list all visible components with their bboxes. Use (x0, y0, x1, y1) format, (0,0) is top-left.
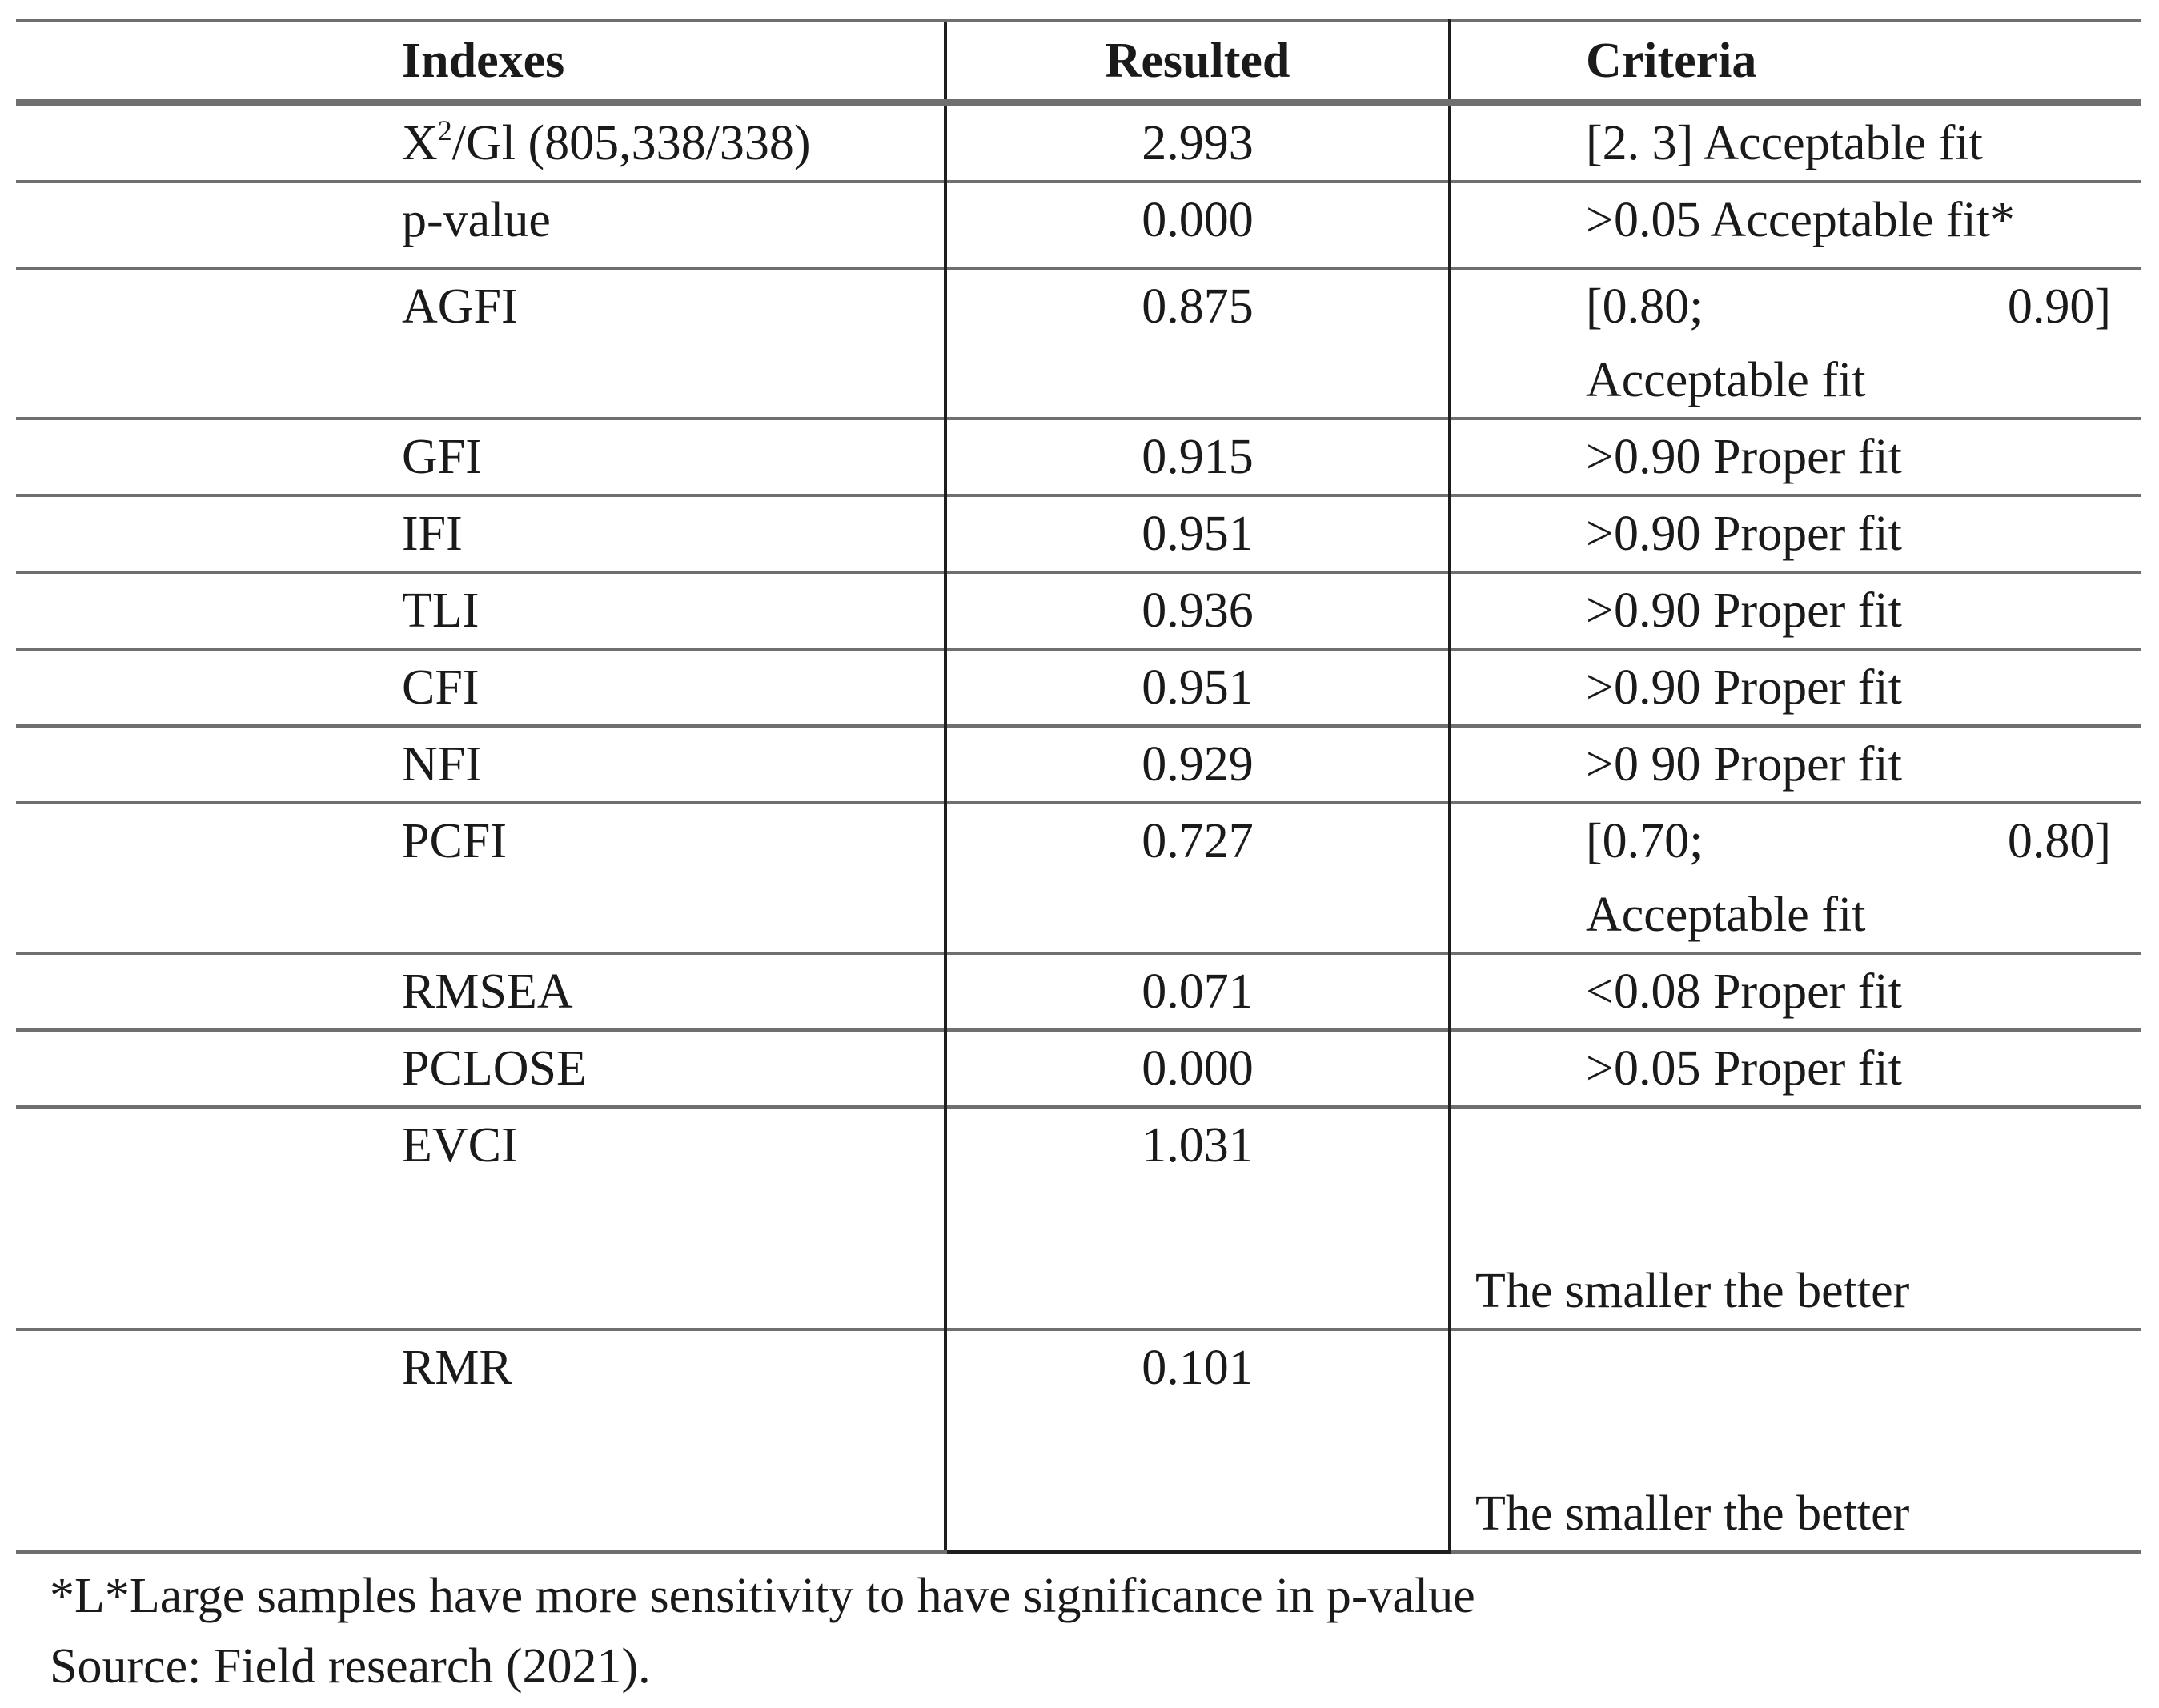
table-row (16, 419, 2141, 495)
index-cell: TLI (16, 572, 945, 649)
index-cell: RMR (16, 1329, 945, 1553)
index-cell: EVCI (16, 1107, 945, 1329)
table-row (16, 1030, 2141, 1107)
result-cell: 0.727 (945, 803, 1450, 953)
result-cell: 0.000 (945, 182, 1450, 268)
header-indexes: Indexes (16, 21, 945, 103)
criteria-label: The smaller the better (1475, 1264, 1910, 1318)
index-cell: PCLOSE (16, 1030, 945, 1107)
criteria-range (1586, 270, 2111, 343)
index-superscript: 2 (437, 114, 452, 146)
criteria-cell: >0.90 Proper fit (1450, 649, 2141, 726)
result-cell: 0.936 (945, 572, 1450, 649)
index-base: X (402, 116, 438, 170)
criteria-cell: [2. 3] Acceptable fit (1450, 103, 2141, 182)
criteria-label: Acceptable fit (1586, 888, 1866, 942)
criteria-cell: >0.90 Proper fit (1450, 495, 2141, 572)
index-cell: RMSEA (16, 953, 945, 1030)
criteria-cell (1450, 1329, 2141, 1553)
criteria-cell: >0 90 Proper fit (1450, 726, 2141, 803)
result-cell: 0.071 (945, 953, 1450, 1030)
table-row (16, 1329, 2141, 1553)
criteria-cell: >0.90 Proper fit (1450, 572, 2141, 649)
header-criteria: Criteria (1450, 21, 2141, 103)
footnote: *L*Large samples have more sensitivity to have significance in p-value (50, 1569, 1475, 1623)
table-row (16, 268, 2141, 419)
table-row (16, 953, 2141, 1030)
header-resulted: Resulted (945, 21, 1450, 103)
result-cell: 0.000 (945, 1030, 1450, 1107)
criteria-cell (1450, 1107, 2141, 1329)
table-row (16, 103, 2141, 182)
criteria-range-high: 0.90] (2007, 279, 2111, 334)
index-cell: p-value (16, 182, 945, 268)
table-row (16, 649, 2141, 726)
table-row (16, 1107, 2141, 1329)
fit-indices-table (16, 19, 2141, 1554)
criteria-cell: >0.90 Proper fit (1450, 419, 2141, 495)
criteria-cell (1450, 803, 2141, 953)
table-row (16, 182, 2141, 268)
table-row (16, 572, 2141, 649)
result-cell: 0.929 (945, 726, 1450, 803)
result-cell: 2.993 (945, 103, 1450, 182)
criteria-cell: <0.08 Proper fit (1450, 953, 2141, 1030)
criteria-range (1586, 804, 2111, 878)
criteria-range-low: [0.80; (1586, 279, 1704, 334)
table-row (16, 726, 2141, 803)
criteria-cell: >0.05 Acceptable fit* (1450, 182, 2141, 268)
table-row (16, 803, 2141, 953)
result-cell: 0.951 (945, 649, 1450, 726)
criteria-bottom (1475, 1109, 2111, 1328)
index-cell: IFI (16, 495, 945, 572)
index-cell: NFI (16, 726, 945, 803)
criteria-bottom (1475, 1331, 2111, 1550)
index-cell: AGFI (16, 268, 945, 419)
index-cell: GFI (16, 419, 945, 495)
result-cell: 0.101 (945, 1329, 1450, 1553)
criteria-label: Acceptable fit (1586, 353, 1866, 407)
criteria-label: The smaller the better (1475, 1486, 1910, 1541)
criteria-cell (1450, 268, 2141, 419)
table-notes (50, 1561, 1475, 1702)
source-note: Source: Field research (2021). (50, 1639, 651, 1694)
index-rest: /Gl (805,338/338) (451, 116, 811, 170)
index-cell (16, 103, 945, 182)
result-cell: 0.951 (945, 495, 1450, 572)
result-cell: 0.875 (945, 268, 1450, 419)
criteria-range-high: 0.80] (2007, 814, 2111, 868)
result-cell: 0.915 (945, 419, 1450, 495)
criteria-cell: >0.05 Proper fit (1450, 1030, 2141, 1107)
table-row (16, 495, 2141, 572)
table-header-row (16, 21, 2141, 103)
criteria-range-low: [0.70; (1586, 814, 1704, 868)
result-cell: 1.031 (945, 1107, 1450, 1329)
index-cell: CFI (16, 649, 945, 726)
index-cell: PCFI (16, 803, 945, 953)
